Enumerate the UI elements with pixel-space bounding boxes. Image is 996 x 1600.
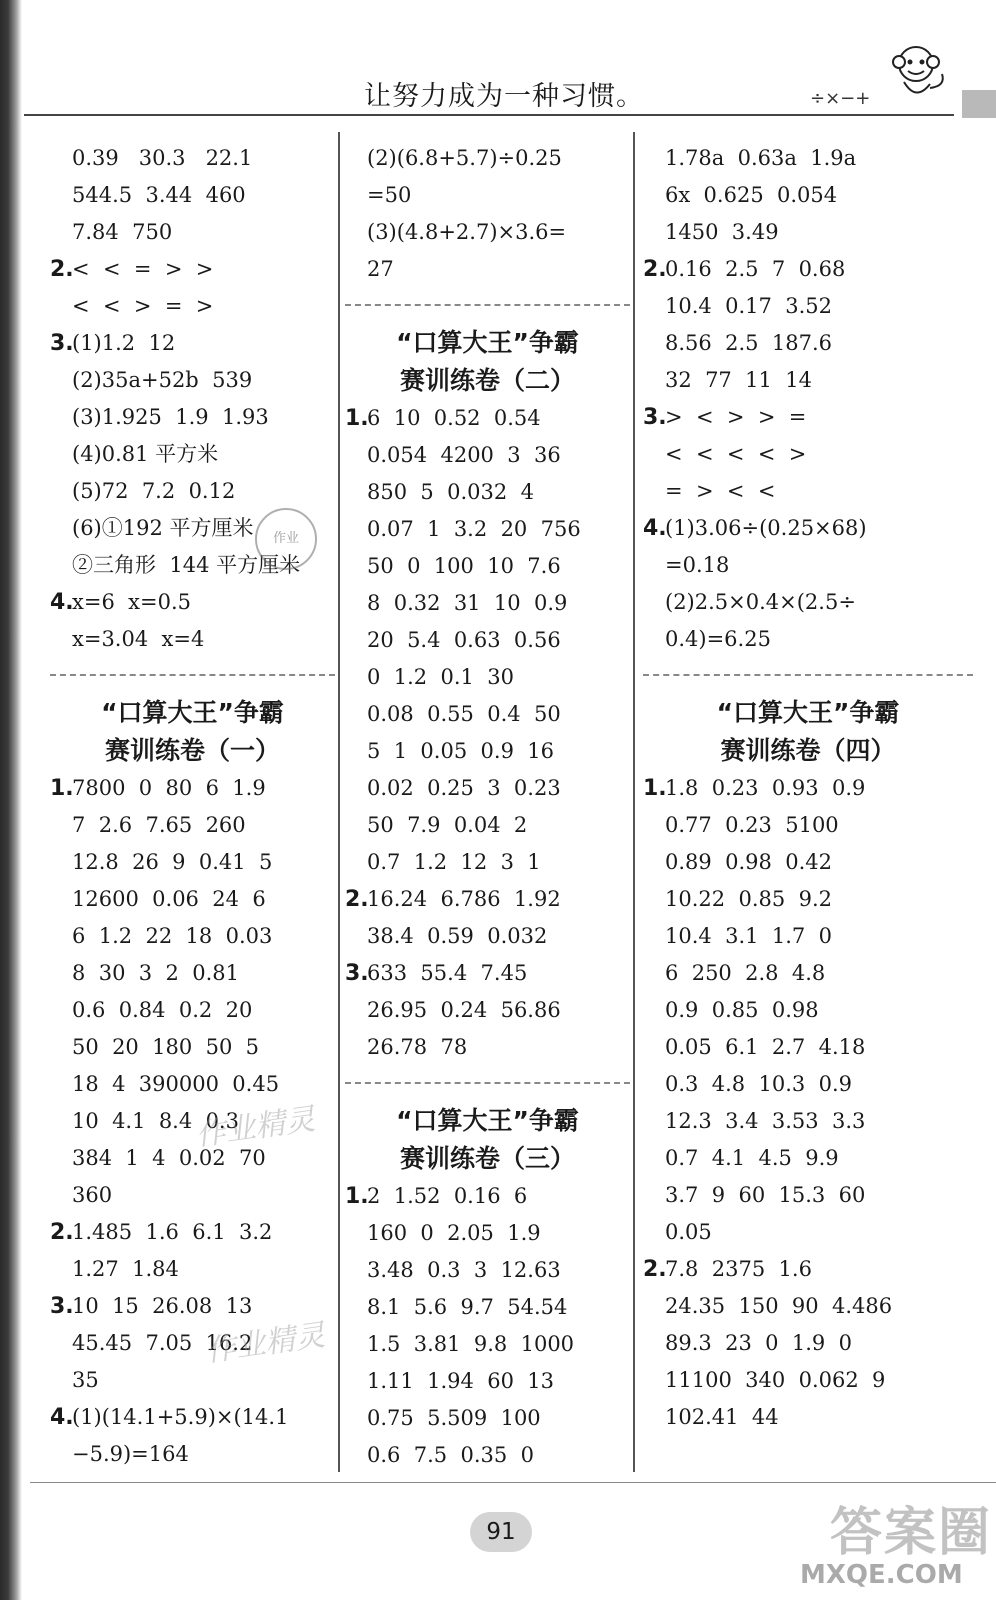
answer-line: [643, 844, 973, 881]
answer-line: [50, 844, 335, 881]
page-header: [24, 60, 996, 120]
answer-block: [345, 140, 630, 288]
answer-text: 26.95 0.24 56.86: [367, 998, 561, 1022]
answer-text: 7.84 750: [72, 220, 173, 244]
answer-text: 38.4 0.59 0.032: [367, 924, 548, 948]
answer-line: [643, 1029, 973, 1066]
answer-line: [643, 1251, 973, 1288]
answer-text: (6)①192 平方厘米: [72, 516, 254, 540]
answer-line: [643, 1177, 973, 1214]
answer-text: 1.485 1.6 6.1 3.2: [72, 1220, 273, 1244]
watermark: 作业精灵: [203, 1317, 328, 1370]
answer-text: 11100 340 0.062 9: [665, 1368, 886, 1392]
answer-text: 0.7 4.1 4.5 9.9: [665, 1146, 839, 1170]
answer-text: = > < <: [665, 479, 776, 503]
answer-text: 1.11 1.94 60 13: [367, 1369, 555, 1393]
answer-line: [345, 1252, 630, 1289]
answer-line: [50, 1214, 335, 1251]
answer-text: 3.7 9 60 15.3 60: [665, 1183, 866, 1207]
answer-text: 10 15 26.08 13: [72, 1294, 253, 1318]
answer-line: [643, 992, 973, 1029]
answer-line: [50, 1399, 335, 1436]
answer-line: [643, 621, 973, 658]
answer-text: =50: [367, 183, 412, 207]
answer-text: 0.39 30.3 22.1: [72, 146, 253, 170]
answer-line: [643, 1066, 973, 1103]
answer-line: [50, 140, 335, 177]
answer-text: 2 1.52 0.16 6: [367, 1184, 528, 1208]
section-title: “口算大王”争霸: [396, 328, 579, 357]
answer-line: [643, 473, 973, 510]
answer-block: [643, 770, 973, 1436]
answer-line: [345, 140, 630, 177]
section-title: “口算大王”争霸: [396, 1106, 579, 1135]
answer-text: 8 0.32 31 10 0.9: [367, 591, 568, 615]
page-number: 91: [470, 1512, 532, 1552]
question-number: 3.: [50, 1294, 74, 1319]
answer-line: [50, 362, 335, 399]
answer-text: 6x 0.625 0.054: [665, 183, 838, 207]
answer-line: [643, 1214, 973, 1251]
answer-text: 0.08 0.55 0.4 50: [367, 702, 561, 726]
question-number: 2.: [643, 257, 667, 282]
answer-line: [345, 400, 630, 437]
answer-text: 7.8 2375 1.6: [665, 1257, 812, 1281]
answer-line: [643, 955, 973, 992]
answer-line: [643, 1399, 973, 1436]
answer-text: 1.27 1.84: [72, 1257, 179, 1281]
column-divider: [338, 132, 340, 1472]
answer-text: 0.89 0.98 0.42: [665, 850, 832, 874]
answer-text: 0.77 0.23 5100: [665, 813, 839, 837]
answer-text: x=6 x=0.5: [72, 590, 191, 614]
answer-block: [643, 140, 973, 658]
answer-text: (1)(14.1+5.9)×(14.1: [72, 1405, 289, 1429]
answer-line: [50, 807, 335, 844]
answer-line: [50, 770, 335, 807]
answer-line: [50, 881, 335, 918]
answer-line: [345, 955, 630, 992]
answer-line: [345, 696, 630, 733]
footer-rule: [30, 1482, 996, 1483]
answer-line: [50, 399, 335, 436]
question-number: 1.: [345, 1184, 369, 1209]
scan-edge: [0, 0, 22, 1600]
answer-line: [643, 1362, 973, 1399]
answer-line: [345, 251, 630, 288]
answer-line: [345, 807, 630, 844]
question-number: 4.: [50, 1405, 74, 1430]
answer-text: 27: [367, 257, 394, 281]
answer-text: 50 0 100 10 7.6: [367, 554, 561, 578]
answer-line: [50, 918, 335, 955]
answer-text: 0.16 2.5 7 0.68: [665, 257, 846, 281]
answer-text: < < < < >: [665, 442, 807, 466]
answer-line: [643, 325, 973, 362]
answer-line: [643, 362, 973, 399]
section-subtitle: 赛训练卷（一）: [104, 736, 280, 765]
question-number: 1.: [643, 776, 667, 801]
answer-text: (3)1.925 1.9 1.93: [72, 405, 269, 429]
answer-text: 50 7.9 0.04 2: [367, 813, 528, 837]
answer-text: 0.6 7.5 0.35 0: [367, 1443, 534, 1467]
question-number: 4.: [50, 590, 74, 615]
answer-text: 360: [72, 1183, 113, 1207]
answer-line: [50, 1029, 335, 1066]
question-number: 2.: [50, 1220, 74, 1245]
answer-line: [50, 1140, 335, 1177]
answer-text: 6 1.2 22 18 0.03: [72, 924, 273, 948]
answer-line: [345, 1363, 630, 1400]
answer-text: 0 1.2 0.1 30: [367, 665, 514, 689]
watermark: 作业精灵: [193, 1101, 318, 1154]
monkey-mascot-icon: [890, 42, 948, 104]
section-title: “口算大王”争霸: [101, 698, 284, 727]
question-number: 2.: [50, 257, 74, 282]
answer-text: 102.41 44: [665, 1405, 779, 1429]
answer-text: 544.5 3.44 460: [72, 183, 246, 207]
question-number: 3.: [643, 405, 667, 430]
answer-text: 5 1 0.05 0.9 16: [367, 739, 555, 763]
section-divider: [643, 674, 973, 676]
question-number: 4.: [643, 516, 667, 541]
answer-text: 32 77 11 14: [665, 368, 812, 392]
answer-line: [345, 622, 630, 659]
column-2: [345, 140, 630, 1474]
column-3: [643, 140, 973, 1436]
answer-text: 6 10 0.52 0.54: [367, 406, 541, 430]
answer-line: [345, 992, 630, 1029]
answer-line: [345, 1437, 630, 1474]
question-number: 2.: [643, 1257, 667, 1282]
answer-text: 0.75 5.509 100: [367, 1406, 541, 1430]
answer-line: [345, 1029, 630, 1066]
answer-text: 10 4.1 8.4 0.3: [72, 1109, 239, 1133]
answer-text: 0.05 6.1 2.7 4.18: [665, 1035, 866, 1059]
answer-line: [50, 251, 335, 288]
answer-text: (1)3.06÷(0.25×68): [665, 516, 867, 540]
answer-line: [643, 214, 973, 251]
answer-line: [345, 1215, 630, 1252]
question-number: 1.: [50, 776, 74, 801]
answer-line: [345, 437, 630, 474]
section-divider: [345, 304, 630, 306]
answer-line: [345, 918, 630, 955]
answer-line: [643, 140, 973, 177]
answer-text: 384 1 4 0.02 70: [72, 1146, 266, 1170]
answer-line: [50, 436, 335, 473]
answer-text: 0.9 0.85 0.98: [665, 998, 819, 1022]
answer-text: > < > > =: [665, 405, 807, 429]
answer-text: 0.3 4.8 10.3 0.9: [665, 1072, 853, 1096]
answer-text: 26.78 78: [367, 1035, 468, 1059]
answer-text: 12.8 26 9 0.41 5: [72, 850, 273, 874]
answer-line: [50, 177, 335, 214]
answer-line: [345, 1289, 630, 1326]
answer-text: (2)(6.8+5.7)÷0.25: [367, 146, 562, 170]
answer-text: 1.8 0.23 0.93 0.9: [665, 776, 866, 800]
answer-line: [50, 1177, 335, 1214]
answer-text: 89.3 23 0 1.9 0: [665, 1331, 853, 1355]
answer-line: [50, 473, 335, 510]
answer-text: (3)(4.8+2.7)×3.6=: [367, 220, 567, 244]
answer-line: [50, 1436, 335, 1473]
answer-line: [643, 881, 973, 918]
answer-text: 0.07 1 3.2 20 756: [367, 517, 581, 541]
header-rule: [24, 114, 954, 116]
answer-text: 8 30 3 2 0.81: [72, 961, 239, 985]
answer-text: 10.4 0.17 3.52: [665, 294, 832, 318]
answer-line: [345, 770, 630, 807]
question-number: 3.: [345, 961, 369, 986]
answer-line: [50, 1251, 335, 1288]
answer-text: 850 5 0.032 4: [367, 480, 534, 504]
answer-text: 12.3 3.4 3.53 3.3: [665, 1109, 866, 1133]
answer-line: [643, 1288, 973, 1325]
answer-line: [50, 325, 335, 362]
answer-text: 18 4 390000 0.45: [72, 1072, 280, 1096]
answer-text: (2)35a+52b 539: [72, 368, 253, 392]
answer-text: 1.5 3.81 9.8 1000: [367, 1332, 575, 1356]
answer-line: [643, 770, 973, 807]
answer-line: [643, 399, 973, 436]
question-number: 2.: [345, 887, 369, 912]
answer-text: 0.054 4200 3 36: [367, 443, 561, 467]
answer-line: [345, 585, 630, 622]
answer-line: [50, 621, 335, 658]
answer-block: [50, 140, 335, 658]
section-title: “口算大王”争霸: [716, 698, 900, 727]
answer-line: [643, 1140, 973, 1177]
stamp: 作业: [255, 508, 317, 570]
answer-line: [643, 807, 973, 844]
answer-text: 20 5.4 0.63 0.56: [367, 628, 561, 652]
answer-line: [345, 881, 630, 918]
answer-text: 7 2.6 7.65 260: [72, 813, 246, 837]
section-divider: [50, 674, 335, 676]
answer-text: (1)1.2 12: [72, 331, 176, 355]
answer-line: [643, 918, 973, 955]
column-divider: [633, 132, 635, 1472]
answer-line: [643, 288, 973, 325]
answer-line: [643, 1103, 973, 1140]
answer-text: 10.22 0.85 9.2: [665, 887, 832, 911]
answer-text: =0.18: [665, 553, 730, 577]
answer-text: −5.9)=164: [72, 1442, 189, 1466]
answer-text: 160 0 2.05 1.9: [367, 1221, 541, 1245]
answer-line: [345, 1178, 630, 1215]
answer-text: 45.45 7.05 16.2: [72, 1331, 253, 1355]
answer-line: [643, 251, 973, 288]
answer-line: [50, 214, 335, 251]
question-number: 1.: [345, 406, 369, 431]
question-number: 3.: [50, 331, 74, 356]
answer-line: [345, 844, 630, 881]
answer-text: 50 20 180 50 5: [72, 1035, 260, 1059]
answer-text: 1450 3.49: [665, 220, 779, 244]
answer-text: 6 250 2.8 4.8: [665, 961, 826, 985]
answer-text: 0.02 0.25 3 0.23: [367, 776, 561, 800]
answer-block: [345, 1178, 630, 1474]
answer-text: < < > = >: [72, 294, 214, 318]
answer-text: 1.78a 0.63a 1.9a: [665, 146, 857, 170]
answer-text: 0.4)=6.25: [665, 627, 771, 651]
section-divider: [345, 1082, 630, 1084]
brand-site: MXQE.COM: [800, 1560, 963, 1590]
header-operators: ÷×−+: [810, 88, 871, 109]
answer-text: 633 55.4 7.45: [367, 961, 528, 985]
answer-text: (2)2.5×0.4×(2.5÷: [665, 590, 856, 614]
answer-text: 12600 0.06 24 6: [72, 887, 266, 911]
answer-text: 24.35 150 90 4.486: [665, 1294, 893, 1318]
answer-text: 8.1 5.6 9.7 54.54: [367, 1295, 568, 1319]
answer-line: [345, 214, 630, 251]
answer-line: [50, 584, 335, 621]
answer-line: [345, 548, 630, 585]
answer-text: 35: [72, 1368, 99, 1392]
answer-text: (5)72 7.2 0.12: [72, 479, 236, 503]
answer-text: 10.4 3.1 1.7 0: [665, 924, 832, 948]
answer-line: [345, 474, 630, 511]
answer-text: 3.48 0.3 3 12.63: [367, 1258, 561, 1282]
answer-line: [345, 659, 630, 696]
header-tab: [962, 90, 996, 118]
answer-text: 16.24 6.786 1.92: [367, 887, 561, 911]
answer-line: [643, 177, 973, 214]
section-subtitle: 赛训练卷（二）: [399, 366, 575, 395]
answer-line: [50, 955, 335, 992]
answer-line: [345, 1400, 630, 1437]
answer-line: [643, 584, 973, 621]
answer-text: < < = > >: [72, 257, 214, 281]
column-1: [50, 140, 335, 1473]
answer-line: [50, 1362, 335, 1399]
answer-text: 0.7 1.2 12 3 1: [367, 850, 541, 874]
section-subtitle: 赛训练卷（四）: [720, 736, 896, 765]
header-title: 让努力成为一种习惯。: [364, 81, 644, 112]
answer-text: x=3.04 x=4: [72, 627, 205, 651]
answer-line: [643, 436, 973, 473]
answer-line: [643, 547, 973, 584]
answer-text: (4)0.81 平方米: [72, 442, 219, 466]
answer-block: [345, 400, 630, 1066]
answer-text: ②三角形 144 平方厘米: [72, 553, 301, 577]
answer-line: [345, 511, 630, 548]
answer-text: 0.05: [665, 1220, 712, 1244]
answer-text: 7800 0 80 6 1.9: [72, 776, 266, 800]
answer-line: [345, 733, 630, 770]
answer-text: 8.56 2.5 187.6: [665, 331, 832, 355]
brand-logo: 答案圈: [830, 1503, 993, 1563]
answer-line: [50, 992, 335, 1029]
section-subtitle: 赛训练卷（三）: [399, 1144, 575, 1173]
answer-line: [643, 510, 973, 547]
answer-text: 0.6 0.84 0.2 20: [72, 998, 253, 1022]
answer-line: [345, 1326, 630, 1363]
answer-line: [345, 177, 630, 214]
answer-line: [50, 288, 335, 325]
answer-line: [643, 1325, 973, 1362]
